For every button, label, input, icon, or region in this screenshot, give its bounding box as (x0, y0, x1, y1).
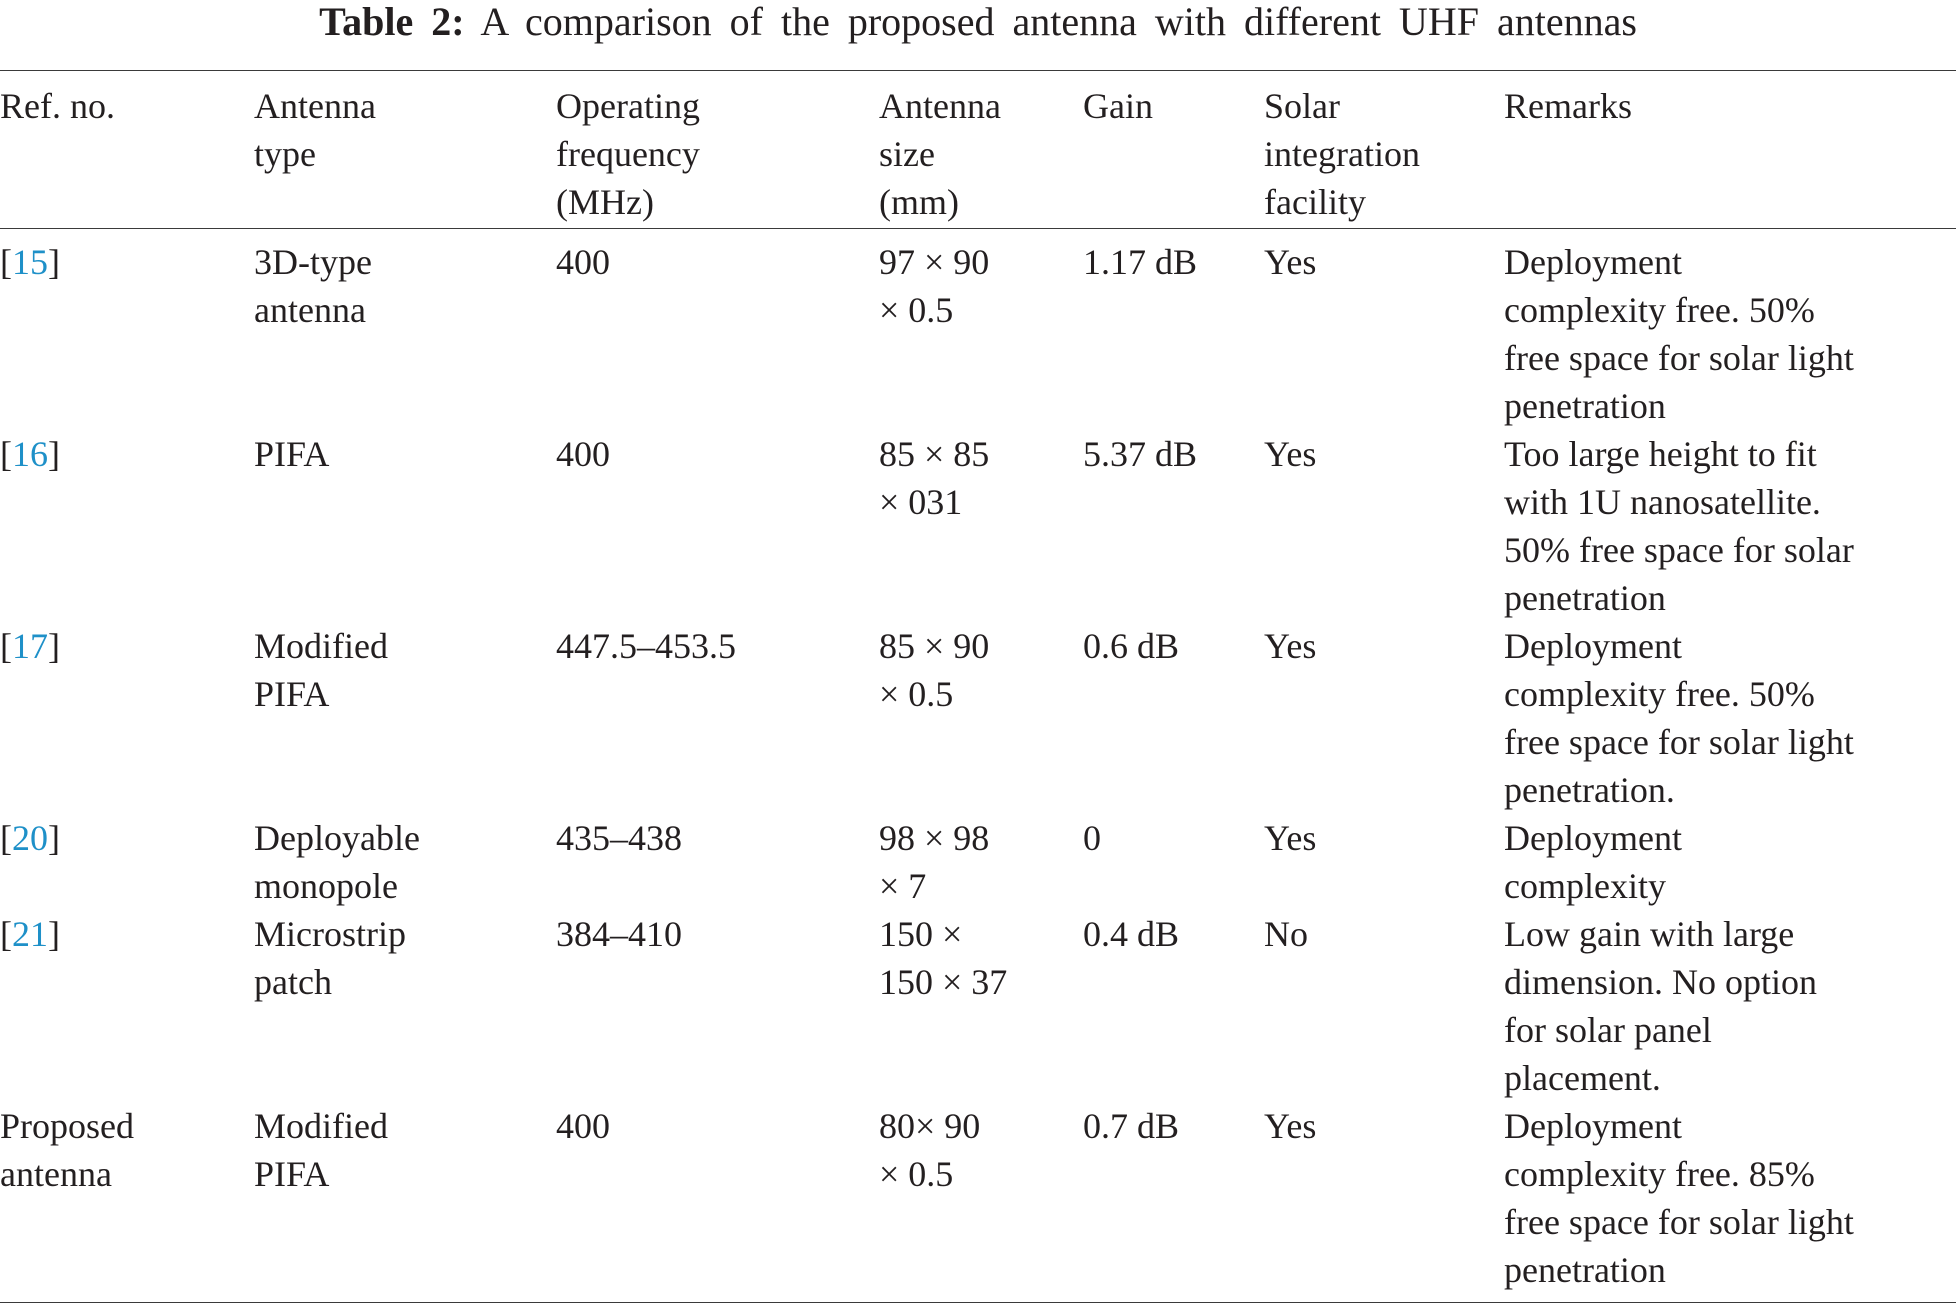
cell-frequency: 384–410 (556, 914, 682, 954)
table-header-row (0, 82, 1956, 226)
cell-solar: Yes (1264, 242, 1317, 282)
header-antenna-size: Antenna size (mm) (879, 86, 1001, 222)
cell-size: 85 × 90 × 0.5 (879, 626, 990, 714)
cell-ref: [20] (0, 818, 60, 858)
comparison-table (0, 82, 1956, 1294)
cell-gain: 0.4 dB (1083, 914, 1180, 954)
cell-type: Modified PIFA (254, 626, 388, 714)
table-row (0, 814, 1956, 910)
citation-link[interactable]: 20 (12, 818, 48, 858)
cell-remarks: Deployment complexity free. 50% free space for solar light penetration. (1504, 626, 1854, 810)
cell-solar: Yes (1264, 1106, 1317, 1146)
cell-gain: 0.6 dB (1083, 626, 1180, 666)
cell-size: 85 × 85 × 031 (879, 434, 990, 522)
cell-type: Deployable monopole (254, 818, 420, 906)
cell-ref: [16] (0, 434, 60, 474)
cell-size: 150 × 150 × 37 (879, 914, 1008, 1002)
cell-size: 80× 90 × 0.5 (879, 1106, 981, 1194)
cell-solar: Yes (1264, 818, 1317, 858)
table-row (0, 910, 1956, 1102)
citation-link[interactable]: 16 (12, 434, 48, 474)
cell-remarks: Deployment complexity free. 50% free space for solar light penetration (1504, 242, 1854, 426)
header-solar-integration: Solar integration facility (1264, 86, 1420, 222)
citation-link[interactable]: 21 (12, 914, 48, 954)
cell-solar: No (1264, 914, 1308, 954)
citation-link[interactable]: 17 (12, 626, 48, 666)
table-row (0, 430, 1956, 622)
table-caption (0, 0, 1956, 50)
header-ref-no: Ref. no. (0, 86, 115, 126)
cell-gain: 0 (1083, 818, 1101, 858)
cell-ref: Proposed antenna (0, 1106, 134, 1194)
table-caption-label: Table 2: (319, 0, 465, 44)
cell-gain: 5.37 dB (1083, 434, 1198, 474)
table-row (0, 238, 1956, 430)
cell-remarks: Low gain with large dimension. No option for solar panel placement. (1504, 914, 1817, 1098)
header-antenna-type: Antenna type (254, 86, 376, 174)
cell-ref: [21] (0, 914, 60, 954)
cell-solar: Yes (1264, 434, 1317, 474)
cell-type: PIFA (254, 434, 330, 474)
cell-remarks: Too large height to fit with 1U nanosatellite. 50% free space for solar penetration (1504, 434, 1854, 618)
cell-type: 3D-type antenna (254, 242, 372, 330)
table-bottom-rule (0, 1302, 1956, 1303)
cell-frequency: 400 (556, 242, 610, 282)
cell-type: Modified PIFA (254, 1106, 388, 1194)
table-row (0, 622, 1956, 814)
cell-ref: [15] (0, 242, 60, 282)
header-operating-frequency: Operating frequency (MHz) (556, 86, 700, 222)
table-row (0, 1102, 1956, 1294)
cell-frequency: 435–438 (556, 818, 682, 858)
cell-type: Microstrip patch (254, 914, 406, 1002)
table-top-rule (0, 70, 1956, 71)
cell-ref: [17] (0, 626, 60, 666)
cell-frequency: 400 (556, 434, 610, 474)
cell-gain: 1.17 dB (1083, 242, 1198, 282)
cell-frequency: 400 (556, 1106, 610, 1146)
header-body-gap (0, 226, 1956, 238)
cell-remarks: Deployment complexity (1504, 818, 1682, 906)
citation-link[interactable]: 15 (12, 242, 48, 282)
cell-remarks: Deployment complexity free. 85% free space for solar light penetration (1504, 1106, 1854, 1290)
cell-size: 97 × 90 × 0.5 (879, 242, 990, 330)
cell-solar: Yes (1264, 626, 1317, 666)
table-caption-text: A comparison of the proposed antenna with different UHF antennas (480, 0, 1637, 44)
header-gain: Gain (1083, 86, 1153, 126)
cell-size: 98 × 98 × 7 (879, 818, 990, 906)
cell-gain: 0.7 dB (1083, 1106, 1180, 1146)
cell-frequency: 447.5–453.5 (556, 626, 736, 666)
header-remarks: Remarks (1504, 86, 1632, 126)
